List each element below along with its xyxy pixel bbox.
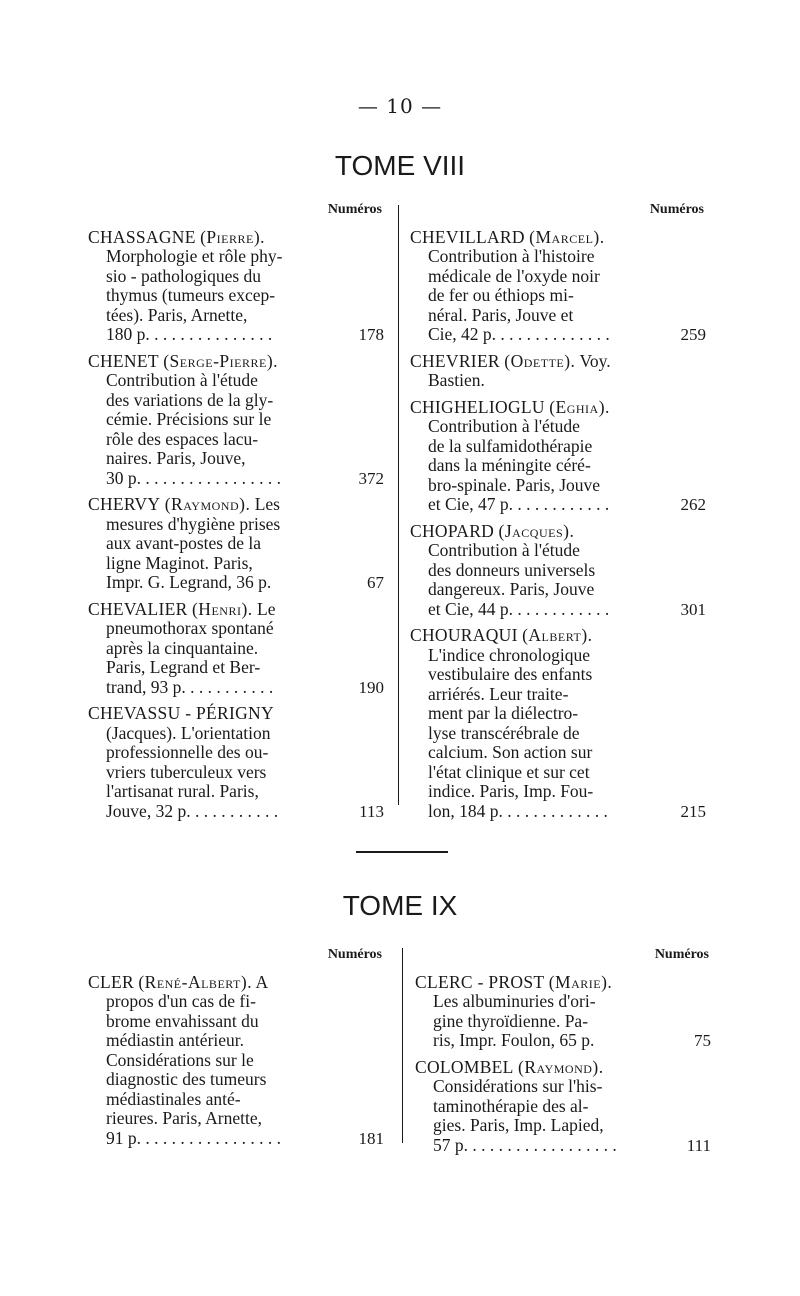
entry-line: ment par la diélectro-	[428, 703, 579, 723]
entry-line: brome envahissant du	[106, 1010, 259, 1031]
entry-line: pneumothorax spontané	[106, 618, 274, 638]
entry-last-line: Impr. G. Legrand, 36 p.	[106, 572, 272, 592]
entry-line: calcium. Son action sur	[428, 742, 593, 762]
entry-line: gies. Paris, Imp. Lapied,	[433, 1115, 604, 1135]
author-given-name: (Raymond).	[164, 494, 251, 514]
entry-number: 67	[367, 573, 384, 592]
tome-viii-right-column	[410, 200, 706, 828]
entry-line: naires. Paris, Jouve,	[106, 448, 246, 468]
entry-line: Paris, Legrand et Ber-	[106, 657, 261, 677]
entry-heading	[88, 495, 370, 515]
entry-last-line: 30 p. . . . . . . . . . . . . . . . .	[106, 467, 281, 488]
entry-line: L'indice chronologique	[428, 644, 591, 665]
author-surname: CHEVRIER	[410, 350, 500, 371]
author-given-name: (Raymond).	[518, 1056, 604, 1077]
heading-tail: Voy.	[575, 350, 611, 371]
bibliography-entry	[415, 971, 711, 1051]
bibliography-entry	[88, 703, 384, 821]
bibliography-entry	[410, 625, 706, 821]
heading-tail: Les	[250, 494, 280, 514]
column-header: Numéros	[327, 202, 382, 217]
heading-tail: Le	[252, 598, 276, 619]
entry-number: 215	[680, 801, 706, 821]
entry-line: gine thyroïdienne. Pa-	[433, 1010, 589, 1031]
entry-line: indice. Paris, Imp. Fou-	[428, 781, 594, 801]
entry-line: diagnostic des tumeurs	[106, 1069, 267, 1089]
author-given-name: (Marie).	[548, 971, 613, 992]
entry-number: 190	[358, 677, 384, 697]
entry-heading	[88, 352, 370, 372]
entry-line: rôle des espaces lacu-	[106, 428, 259, 449]
section-rule	[356, 851, 448, 853]
bibliography-entry	[88, 226, 384, 345]
entry-number: 301	[680, 599, 706, 619]
entry-line: après la cinquantaine.	[106, 637, 259, 658]
tome-ix-left-column	[88, 945, 384, 1155]
bibliography-entry	[410, 520, 706, 620]
author-surname: CHIGHELIOGLU	[410, 396, 545, 417]
page-number: — 10 —	[357, 94, 443, 118]
entry-heading	[410, 228, 692, 248]
entry-number: 262	[680, 495, 706, 514]
entry-last-line: 57 p. . . . . . . . . . . . . . . . . .	[433, 1134, 617, 1155]
entry-line: vestibulaire des enfants	[428, 664, 593, 684]
entry-line: Contribution à l'étude	[428, 540, 580, 560]
entry-line: arriérés. Leur traite-	[428, 683, 569, 704]
author-given-name: (Albert).	[522, 625, 593, 645]
column-header: Numéros	[649, 202, 704, 217]
heading-tail: A	[252, 971, 269, 992]
tome-ix-title: TOME IX	[342, 890, 458, 921]
entry-last-line: et Cie, 44 p. . . . . . . . . . . .	[428, 598, 610, 619]
entry-line: Contribution à l'étude	[428, 416, 580, 436]
entry-line: Considérations sur le	[106, 1049, 254, 1070]
entry-line: Les albuminuries d'ori-	[433, 991, 596, 1011]
entry-list	[410, 226, 706, 822]
author-surname: CHERVY	[88, 494, 161, 514]
tome-viii-left-column	[88, 200, 384, 828]
author-surname: CHENET	[88, 350, 159, 371]
entry-line: des variations de la gly-	[106, 389, 274, 410]
entry-line: des donneurs universels	[428, 559, 596, 580]
author-surname: CHOURAQUI	[410, 625, 518, 645]
entry-list	[415, 971, 711, 1156]
entry-line: Morphologie et rôle phy-	[106, 246, 283, 266]
column-header: Numéros	[327, 947, 382, 962]
column-header: Numéros	[654, 947, 709, 962]
entry-line: de fer ou éthiops mi-	[428, 285, 574, 305]
author-surname: CHEVILLARD	[410, 226, 525, 247]
entry-line: bro-spinale. Paris, Jouve	[428, 474, 601, 495]
entry-line: lyse transcérébrale de	[428, 722, 580, 743]
author-given-name: (Jacques).	[498, 520, 575, 541]
entry-number: 181	[358, 1128, 384, 1148]
author-surname: CLER	[88, 971, 134, 992]
entry-line: médiastinales anté-	[106, 1088, 241, 1109]
author-surname: CHOPARD	[410, 520, 495, 541]
entry-line: mesures d'hygiène prises	[106, 513, 281, 534]
entry-last-line: ris, Impr. Foulon, 65 p.	[433, 1030, 595, 1050]
entry-line: Contribution à l'étude	[106, 370, 258, 390]
bibliography-entry	[415, 1056, 711, 1156]
entry-line: sio - pathologiques du	[106, 265, 262, 286]
author-given-name: (Serge-Pierre).	[163, 350, 279, 371]
bibliography-entry	[88, 971, 384, 1149]
entry-line: néral. Paris, Jouve et	[428, 304, 574, 325]
bibliography-entry	[410, 352, 692, 391]
entry-list	[88, 226, 384, 822]
entry-heading	[410, 522, 692, 542]
entry-heading	[410, 626, 692, 646]
entry-last-line: lon, 184 p. . . . . . . . . . . . .	[428, 800, 608, 821]
entry-line: rieures. Paris, Arnette,	[106, 1108, 262, 1128]
author-given-name: (Henri).	[191, 598, 253, 619]
entry-heading	[415, 1058, 697, 1078]
author-given-name: (Odette).	[504, 350, 576, 371]
entry-number: 113	[359, 801, 384, 821]
entry-number: 111	[686, 1135, 711, 1155]
entry-heading	[410, 398, 692, 418]
entry-line: de la sulfamidothérapie	[428, 435, 593, 456]
entry-last-line: Jouve, 32 p. . . . . . . . . . .	[106, 800, 279, 821]
entry-heading	[410, 352, 692, 372]
author-given-name: (René-Albert).	[138, 971, 253, 992]
entry-line: Considérations sur l'his-	[433, 1076, 603, 1096]
entry-heading	[88, 228, 370, 248]
bibliography-entry	[410, 396, 706, 515]
entry-last-line: et Cie, 47 p. . . . . . . . . . . .	[428, 494, 610, 514]
entry-line: l'artisanat rural. Paris,	[106, 781, 259, 801]
bibliography-entry	[88, 494, 384, 593]
entry-line: vriers tuberculeux vers	[106, 761, 267, 782]
entry-last-line: Bastien.	[428, 370, 485, 390]
entry-line: (Jacques). L'orientation	[106, 722, 271, 743]
entry-line: propos d'un cas de fi-	[106, 991, 256, 1011]
entry-line: dans la méningite céré-	[428, 455, 591, 475]
author-given-name: (Pierre).	[200, 226, 266, 247]
bibliography-entry	[410, 226, 706, 345]
entry-last-line: Cie, 42 p. . . . . . . . . . . . . .	[428, 324, 610, 344]
entry-line: médicale de l'oxyde noir	[428, 265, 600, 286]
entry-last-line: 180 p. . . . . . . . . . . . . . .	[106, 324, 273, 344]
entry-number: 259	[680, 325, 706, 344]
entry-line: l'état clinique et sur cet	[428, 761, 590, 782]
author-surname: CHASSAGNE	[88, 226, 196, 247]
column-divider	[398, 205, 399, 805]
entry-line: tées). Paris, Arnette,	[106, 304, 248, 325]
author-given-name: (Marcel).	[529, 226, 605, 247]
entry-line: Contribution à l'histoire	[428, 246, 595, 266]
author-surname: CHEVASSU - PÉRIGNY	[88, 703, 274, 723]
entry-line: thymus (tumeurs excep-	[106, 285, 276, 305]
bibliography-entry	[88, 350, 384, 489]
author-surname: COLOMBEL	[415, 1056, 514, 1077]
tome-ix-right-column	[415, 945, 711, 1162]
entry-number: 372	[358, 468, 384, 488]
entry-line: professionnelle des ou-	[106, 742, 269, 762]
entry-last-line: 91 p. . . . . . . . . . . . . . . . .	[106, 1127, 281, 1148]
entry-line: ligne Maginot. Paris,	[106, 552, 253, 573]
entry-line: médiastin antérieur.	[106, 1030, 245, 1050]
author-surname: CLERC - PROST	[415, 971, 545, 992]
entry-heading	[88, 973, 370, 993]
entry-heading	[415, 973, 697, 993]
entry-line: dangereux. Paris, Jouve	[428, 579, 595, 599]
entry-line: cémie. Précisions sur le	[106, 409, 272, 429]
entry-number: 178	[358, 325, 384, 344]
entry-heading	[88, 600, 370, 620]
entry-line: taminothérapie des al-	[433, 1095, 589, 1116]
bibliography-entry	[88, 598, 384, 698]
entry-last-line: trand, 93 p. . . . . . . . . . .	[106, 676, 274, 697]
tome-viii-title: TOME VIII	[334, 150, 466, 181]
entry-heading	[88, 704, 370, 724]
author-given-name: (Eghia).	[549, 396, 610, 417]
entry-line: aux avant-postes de la	[106, 533, 262, 553]
entry-list	[88, 971, 384, 1149]
column-divider	[402, 948, 403, 1143]
entry-number: 75	[694, 1031, 711, 1050]
author-surname: CHEVALIER	[88, 598, 188, 619]
